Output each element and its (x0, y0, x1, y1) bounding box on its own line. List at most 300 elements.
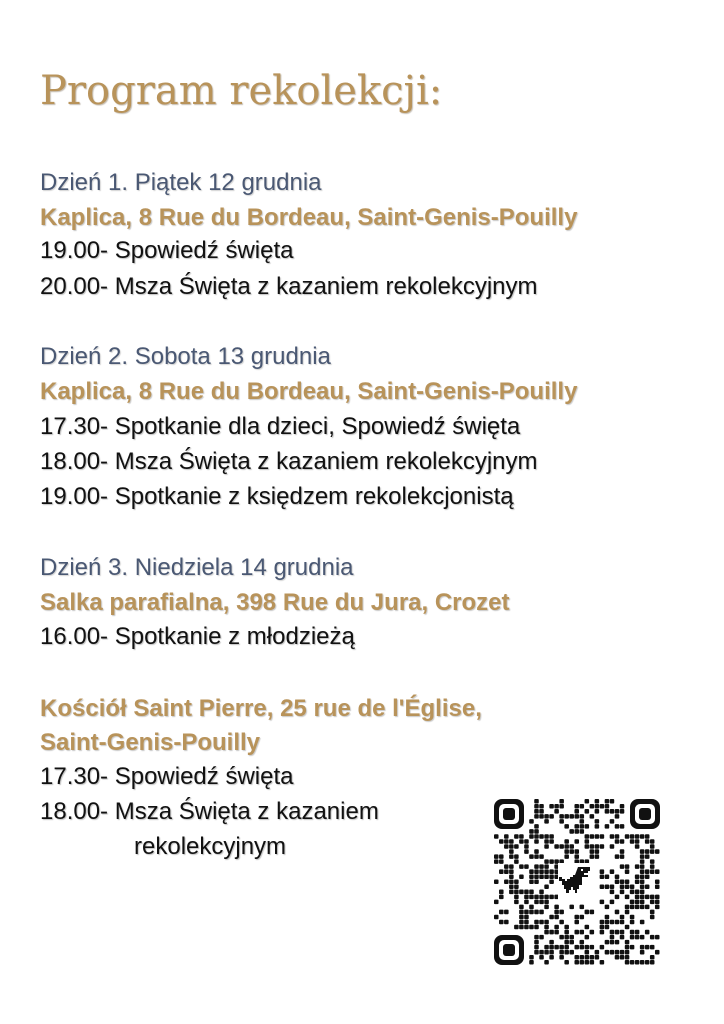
qr-module (539, 834, 544, 839)
qr-module (524, 910, 529, 915)
qr-module (549, 879, 554, 884)
qr-module (595, 824, 600, 829)
qr-module (605, 905, 610, 910)
qr-module (635, 930, 640, 935)
qr-module (529, 834, 534, 839)
qr-module (590, 854, 595, 859)
qr-module (625, 905, 630, 910)
qr-module (569, 905, 574, 910)
qr-module (640, 859, 645, 864)
qr-module (580, 960, 585, 965)
qr-module (559, 935, 564, 940)
qr-module (610, 935, 615, 940)
qr-module (635, 960, 640, 965)
qr-module (504, 834, 509, 839)
qr-module (524, 925, 529, 930)
qr-module (509, 869, 514, 874)
qr-module (564, 940, 569, 945)
qr-module (514, 859, 519, 864)
qr-module (499, 895, 504, 900)
qr-module (494, 900, 499, 905)
qr-module (600, 930, 605, 935)
qr-module (549, 895, 554, 900)
qr-module (605, 824, 610, 829)
qr-module (650, 935, 655, 940)
qr-module (509, 844, 514, 849)
qr-module (635, 844, 640, 849)
qr-module (534, 900, 539, 905)
qr-module (625, 950, 630, 955)
qr-module (645, 849, 650, 854)
qr-module (655, 869, 660, 874)
qr-module (590, 960, 595, 965)
qr-module (600, 874, 605, 879)
qr-module (610, 920, 615, 925)
qr-module (549, 955, 554, 960)
qr-module (559, 819, 564, 824)
qr-module (585, 945, 590, 950)
qr-module (494, 859, 499, 864)
qr-module (645, 885, 650, 890)
qr-module (564, 824, 569, 829)
qr-module (610, 950, 615, 955)
qr-module (650, 900, 655, 905)
qr-module (635, 895, 640, 900)
qr-module (635, 874, 640, 879)
qr-module (640, 834, 645, 839)
qr-module (534, 945, 539, 950)
qr-module (539, 920, 544, 925)
qr-module (620, 885, 625, 890)
qr-module (615, 920, 620, 925)
qr-module (610, 809, 615, 814)
qr-module (615, 874, 620, 879)
qr-module (569, 950, 574, 955)
day-1-place: Kaplica, 8 Rue du Bordeau, Saint-Genis-Pouilly (40, 204, 578, 231)
qr-module (569, 829, 574, 834)
qr-module (539, 869, 544, 874)
qr-finder-bottom-left (494, 935, 524, 965)
qr-module (524, 895, 529, 900)
qr-module (600, 900, 605, 905)
qr-module (524, 849, 529, 854)
qr-module (514, 900, 519, 905)
qr-module (509, 849, 514, 854)
qr-module (499, 920, 504, 925)
qr-module (610, 930, 615, 935)
qr-module (564, 935, 569, 940)
day-2-item-3: 19.00- Spotkanie z księdzem rekolekcjonistą (40, 483, 514, 510)
qr-module (499, 910, 504, 915)
qr-module (559, 844, 564, 849)
qr-module (534, 940, 539, 945)
qr-module (645, 930, 650, 935)
qr-module (504, 839, 509, 844)
qr-module (539, 874, 544, 879)
qr-module (590, 834, 595, 839)
qr-module (580, 945, 585, 950)
qr-module (539, 900, 544, 905)
qr-module (580, 955, 585, 960)
qr-module (605, 799, 610, 804)
qr-module (534, 864, 539, 869)
qr-module (534, 925, 539, 930)
qr-module (574, 824, 579, 829)
qr-module (620, 920, 625, 925)
qr-module (655, 935, 660, 940)
qr-module (544, 834, 549, 839)
qr-module (539, 854, 544, 859)
qr-module (640, 864, 645, 869)
church-item-1: 17.30- Spowiedź święta (40, 763, 294, 790)
qr-module (585, 925, 590, 930)
qr-module (650, 960, 655, 965)
qr-module (645, 869, 650, 874)
qr-module (620, 890, 625, 895)
qr-module (630, 930, 635, 935)
qr-module (645, 960, 650, 965)
qr-module (494, 834, 499, 839)
church-item-2: 18.00- Msza Święta z kazaniem (40, 798, 379, 825)
qr-module (595, 809, 600, 814)
qr-module (640, 960, 645, 965)
qr-module (519, 839, 524, 844)
qr-module (554, 809, 559, 814)
qr-module (499, 839, 504, 844)
qr-module (509, 864, 514, 869)
qr-module (610, 900, 615, 905)
qr-module (544, 925, 549, 930)
qr-module (574, 839, 579, 844)
qr-module (539, 809, 544, 814)
qr-module (635, 879, 640, 884)
qr-module (630, 905, 635, 910)
qr-module (580, 930, 585, 935)
qr-module (635, 905, 640, 910)
day-3-item-1: 16.00- Spotkanie z młodzieżą (40, 623, 355, 650)
qr-module (630, 935, 635, 940)
qr-module (544, 869, 549, 874)
qr-module (494, 915, 499, 920)
qr-module (620, 839, 625, 844)
qr-module (499, 854, 504, 859)
qr-module (499, 869, 504, 874)
qr-module (539, 890, 544, 895)
qr-module (534, 809, 539, 814)
qr-module (640, 895, 645, 900)
qr-module (640, 905, 645, 910)
qr-module (554, 905, 559, 910)
qr-module (585, 824, 590, 829)
qr-module (519, 874, 524, 879)
qr-module (494, 854, 499, 859)
qr-module (640, 849, 645, 854)
qr-module (630, 900, 635, 905)
qr-module (645, 839, 650, 844)
qr-module (595, 819, 600, 824)
qr-module (615, 910, 620, 915)
qr-module (544, 920, 549, 925)
qr-module (620, 864, 625, 869)
qr-module (559, 955, 564, 960)
qr-module (529, 879, 534, 884)
qr-module (615, 955, 620, 960)
qr-module (514, 890, 519, 895)
qr-module (590, 844, 595, 849)
qr-module (544, 844, 549, 849)
qr-module (554, 945, 559, 950)
qr-module (514, 879, 519, 884)
qr-module (590, 930, 595, 935)
qr-module (549, 950, 554, 955)
qr-module (620, 935, 625, 940)
qr-module (534, 834, 539, 839)
qr-module (585, 950, 590, 955)
qr-module (564, 854, 569, 859)
qr-module (615, 824, 620, 829)
qr-module (534, 824, 539, 829)
qr-module (504, 879, 509, 884)
qr-module (655, 905, 660, 910)
qr-module (645, 905, 650, 910)
qr-module (630, 915, 635, 920)
qr-module (585, 839, 590, 844)
qr-module (564, 950, 569, 955)
qr-module (554, 910, 559, 915)
qr-module (499, 859, 504, 864)
qr-finder-top-right (630, 799, 660, 829)
qr-module (580, 824, 585, 829)
qr-module (529, 925, 534, 930)
qr-module (645, 895, 650, 900)
qr-module (580, 804, 585, 809)
qr-module (615, 834, 620, 839)
qr-module (574, 849, 579, 854)
qr-finder-top-left (494, 799, 524, 829)
qr-module (585, 834, 590, 839)
qr-module (655, 950, 660, 955)
qr-module (529, 874, 534, 879)
qr-module (595, 955, 600, 960)
qr-module (574, 809, 579, 814)
qr-module (529, 905, 534, 910)
qr-module (574, 829, 579, 834)
qr-module (509, 874, 514, 879)
qr-module (585, 809, 590, 814)
qr-module (509, 854, 514, 859)
qr-module (539, 950, 544, 955)
qr-module (585, 910, 590, 915)
qr-module (635, 864, 640, 869)
qr-module (625, 960, 630, 965)
qr-module (595, 799, 600, 804)
qr-module (595, 844, 600, 849)
qr-module (605, 920, 610, 925)
qr-module (610, 940, 615, 945)
qr-module (529, 854, 534, 859)
qr-module (595, 804, 600, 809)
qr-module (630, 945, 635, 950)
qr-module (544, 930, 549, 935)
qr-module (514, 834, 519, 839)
qr-module (610, 869, 615, 874)
day-2-item-1: 17.30- Spotkanie dla dzieci, Spowiedź święta (40, 413, 521, 440)
qr-module (574, 915, 579, 920)
qr-module (615, 930, 620, 935)
qr-module (600, 920, 605, 925)
qr-module (640, 879, 645, 884)
qr-module (524, 900, 529, 905)
qr-module (564, 849, 569, 854)
qr-module (569, 849, 574, 854)
qr-module (605, 915, 610, 920)
qr-module (539, 814, 544, 819)
qr-module (625, 945, 630, 950)
qr-module (564, 814, 569, 819)
qr-module (569, 844, 574, 849)
qr-module (625, 864, 630, 869)
qr-module (605, 885, 610, 890)
qr-module (610, 885, 615, 890)
qr-module (534, 849, 539, 854)
qr-module (585, 935, 590, 940)
qr-module (585, 955, 590, 960)
qr-module (534, 879, 539, 884)
qr-module (519, 890, 524, 895)
qr-module (650, 844, 655, 849)
qr-module (509, 879, 514, 884)
qr-module (645, 854, 650, 859)
qr-module (574, 930, 579, 935)
qr-module (615, 814, 620, 819)
qr-module (539, 864, 544, 869)
qr-module (559, 910, 564, 915)
qr-module (630, 920, 635, 925)
qr-module (630, 885, 635, 890)
qr-module (615, 839, 620, 844)
qr-module (569, 935, 574, 940)
qr-module (590, 910, 595, 915)
qr-module (529, 829, 534, 834)
qr-module (549, 940, 554, 945)
dinosaur-icon (558, 863, 596, 901)
qr-module (630, 890, 635, 895)
qr-module (585, 799, 590, 804)
qr-module (650, 910, 655, 915)
qr-module (615, 950, 620, 955)
qr-module (610, 834, 615, 839)
qr-module (625, 885, 630, 890)
qr-module (549, 834, 554, 839)
qr-module (640, 890, 645, 895)
qr-module (625, 895, 630, 900)
qr-module (554, 915, 559, 920)
qr-module (625, 940, 630, 945)
qr-module (524, 920, 529, 925)
qr-module (544, 900, 549, 905)
qr-module (539, 955, 544, 960)
qr-module (504, 910, 509, 915)
qr-module (574, 804, 579, 809)
qr-code[interactable] (492, 797, 662, 967)
qr-module (625, 834, 630, 839)
qr-module (580, 915, 585, 920)
qr-module (529, 890, 534, 895)
qr-module (595, 950, 600, 955)
qr-module (620, 955, 625, 960)
qr-module (519, 864, 524, 869)
qr-module (534, 839, 539, 844)
qr-module (544, 819, 549, 824)
qr-module (645, 945, 650, 950)
qr-module (650, 839, 655, 844)
qr-module (640, 900, 645, 905)
qr-module (534, 799, 539, 804)
qr-module (600, 960, 605, 965)
qr-module (509, 890, 514, 895)
qr-module (615, 809, 620, 814)
qr-module (504, 920, 509, 925)
qr-module (640, 885, 645, 890)
qr-module (605, 925, 610, 930)
qr-module (544, 839, 549, 844)
qr-module (600, 869, 605, 874)
qr-module (590, 955, 595, 960)
qr-module (564, 945, 569, 950)
qr-module (559, 945, 564, 950)
qr-module (620, 879, 625, 884)
qr-module (519, 905, 524, 910)
qr-module (645, 874, 650, 879)
qr-module (504, 864, 509, 869)
qr-module (620, 854, 625, 859)
qr-module (539, 804, 544, 809)
qr-module (650, 864, 655, 869)
qr-module (620, 915, 625, 920)
day-1-item-1: 19.00- Spowiedź święta (40, 237, 294, 264)
qr-module (605, 809, 610, 814)
qr-module (585, 844, 590, 849)
qr-module (549, 874, 554, 879)
qr-module (574, 814, 579, 819)
qr-module (625, 910, 630, 915)
church-item-2-continued: rekolekcyjnym (134, 833, 287, 860)
qr-module (539, 935, 544, 940)
qr-module (564, 839, 569, 844)
qr-module (544, 814, 549, 819)
qr-module (544, 864, 549, 869)
qr-module (630, 960, 635, 965)
qr-module (650, 945, 655, 950)
qr-module (574, 945, 579, 950)
qr-module (635, 900, 640, 905)
church-place-line-2: Saint-Genis-Pouilly (40, 729, 261, 756)
qr-module (620, 804, 625, 809)
qr-module (529, 819, 534, 824)
qr-module (620, 809, 625, 814)
qr-module (544, 960, 549, 965)
qr-module (519, 910, 524, 915)
qr-module (544, 895, 549, 900)
qr-module (534, 854, 539, 859)
qr-module (615, 940, 620, 945)
qr-module (549, 945, 554, 950)
qr-module (494, 879, 499, 884)
qr-module (544, 950, 549, 955)
qr-module (600, 885, 605, 890)
qr-module (650, 869, 655, 874)
qr-module (650, 955, 655, 960)
